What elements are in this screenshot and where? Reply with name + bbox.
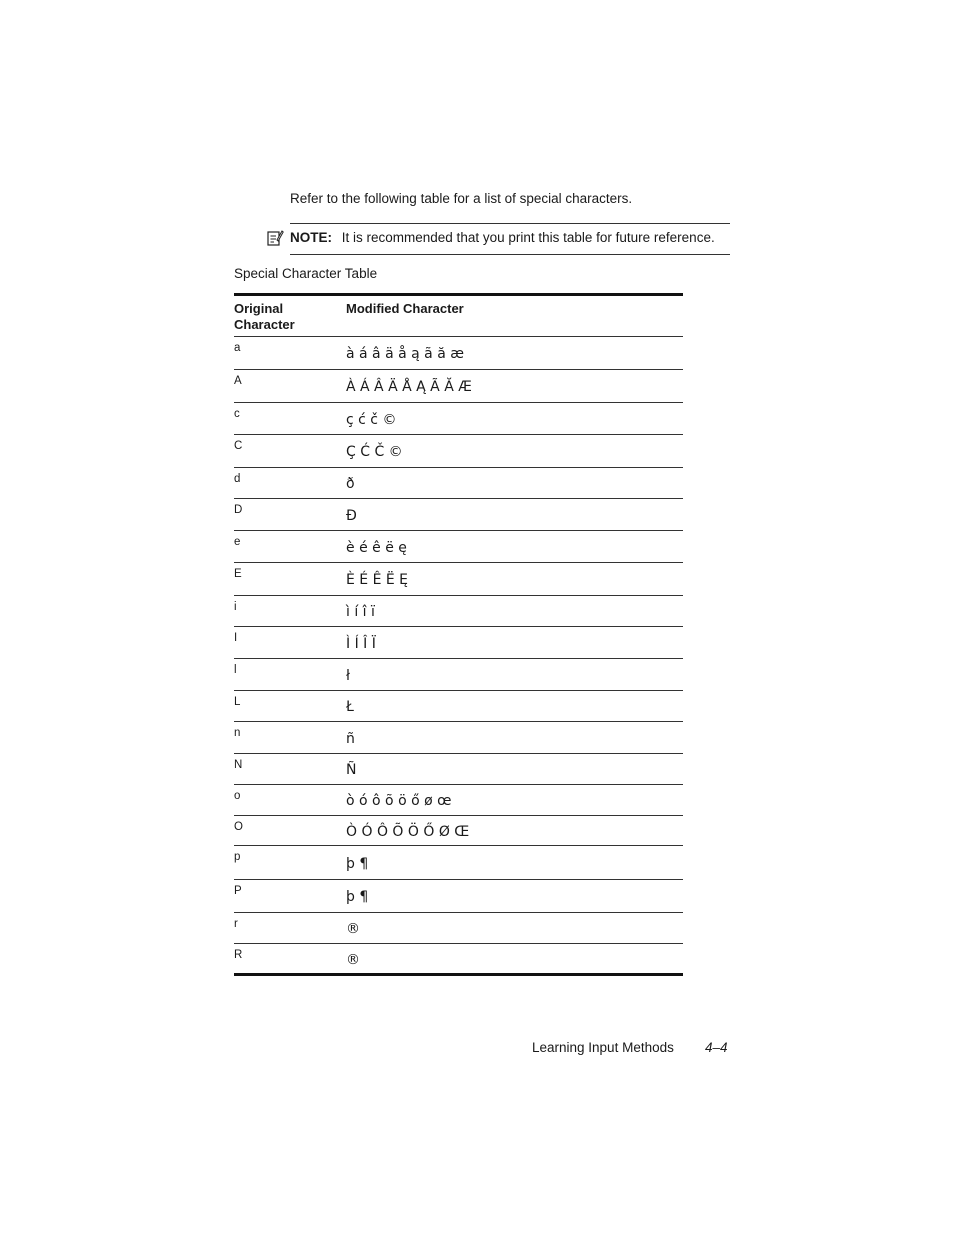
table-header	[234, 296, 683, 337]
table-row	[234, 816, 683, 846]
table-caption: Special Character Table	[234, 266, 378, 281]
note-text	[290, 230, 715, 245]
modified-character-cell: þ ¶	[346, 855, 369, 872]
table-row	[234, 468, 683, 499]
table-body	[234, 337, 683, 973]
table-row	[234, 435, 683, 468]
modified-character-cell: ł	[346, 667, 350, 684]
table-row	[234, 370, 683, 403]
original-character-cell: A	[234, 375, 242, 387]
original-character-cell: d	[234, 473, 241, 485]
modified-character-cell: ò ó ô õ ö ő ø œ	[346, 793, 452, 809]
modified-character-cell: Đ	[346, 507, 357, 524]
modified-character-cell: ñ	[346, 730, 355, 747]
original-character-cell: l	[234, 664, 237, 676]
original-character-cell: p	[234, 851, 241, 863]
modified-character-cell: Ò Ó Ô Õ Ö Ő Ø Œ	[346, 823, 470, 840]
modified-character-cell: ®	[346, 951, 360, 968]
note-label: NOTE:	[290, 230, 332, 245]
note-icon	[266, 229, 284, 247]
table-row	[234, 627, 683, 659]
table-row	[234, 563, 683, 596]
original-character-cell: r	[234, 918, 238, 930]
original-character-cell: E	[234, 568, 242, 580]
original-character-cell: D	[234, 504, 243, 516]
table-row	[234, 846, 683, 880]
original-character-cell: e	[234, 536, 241, 548]
note-body: It is recommended that you print this table for future reference.	[341, 230, 715, 245]
modified-character-cell: è é ê ë ę	[346, 539, 407, 556]
modified-character-cell: ç ć č ©	[346, 411, 397, 428]
original-character-cell: I	[234, 632, 238, 644]
original-character-cell: L	[234, 696, 241, 708]
table-row	[234, 722, 683, 754]
footer-section-title: Learning Input Methods	[532, 1040, 674, 1055]
table-row	[234, 659, 683, 691]
table-row	[234, 403, 683, 435]
footer-page-number: 4–4	[705, 1040, 728, 1055]
modified-character-cell: Ì Í Î Ï	[346, 635, 376, 652]
original-character-cell: N	[234, 759, 243, 771]
table-row	[234, 531, 683, 563]
modified-character-cell: à á â ä å ą ã ă æ	[346, 346, 464, 362]
modified-character-cell: Ł	[346, 699, 354, 715]
header-modified-character: Modified Character	[346, 301, 464, 316]
original-character-cell: c	[234, 408, 240, 420]
header-original-character: Original Character	[234, 301, 295, 332]
modified-character-cell: À Á Â Ä Å Ą Ã Ă Æ	[346, 379, 472, 395]
table-row	[234, 913, 683, 944]
modified-character-cell: È É Ê Ë Ę	[346, 572, 409, 588]
special-character-table	[234, 293, 683, 976]
table-row	[234, 754, 683, 785]
table-row	[234, 691, 683, 722]
original-character-cell: C	[234, 440, 243, 452]
modified-character-cell: ð	[346, 476, 355, 492]
table-row	[234, 499, 683, 531]
table-row	[234, 596, 683, 627]
intro-text: Refer to the following table for a list of special characters.	[290, 191, 633, 206]
original-character-cell: P	[234, 885, 242, 897]
original-character-cell: O	[234, 821, 243, 833]
modified-character-cell: þ ¶	[346, 889, 369, 905]
modified-character-cell: ì í î ï	[346, 604, 375, 620]
modified-character-cell: ®	[346, 921, 360, 937]
table-row	[234, 785, 683, 816]
original-character-cell: a	[234, 342, 241, 354]
original-character-cell: R	[234, 949, 243, 961]
table-row	[234, 944, 683, 973]
original-character-cell: n	[234, 727, 241, 739]
original-character-cell: i	[234, 601, 237, 613]
original-character-cell: o	[234, 790, 241, 802]
table-row	[234, 880, 683, 913]
modified-character-cell: Ç Ć Č ©	[346, 444, 403, 460]
table-row	[234, 337, 683, 370]
modified-character-cell: Ñ	[346, 762, 357, 778]
